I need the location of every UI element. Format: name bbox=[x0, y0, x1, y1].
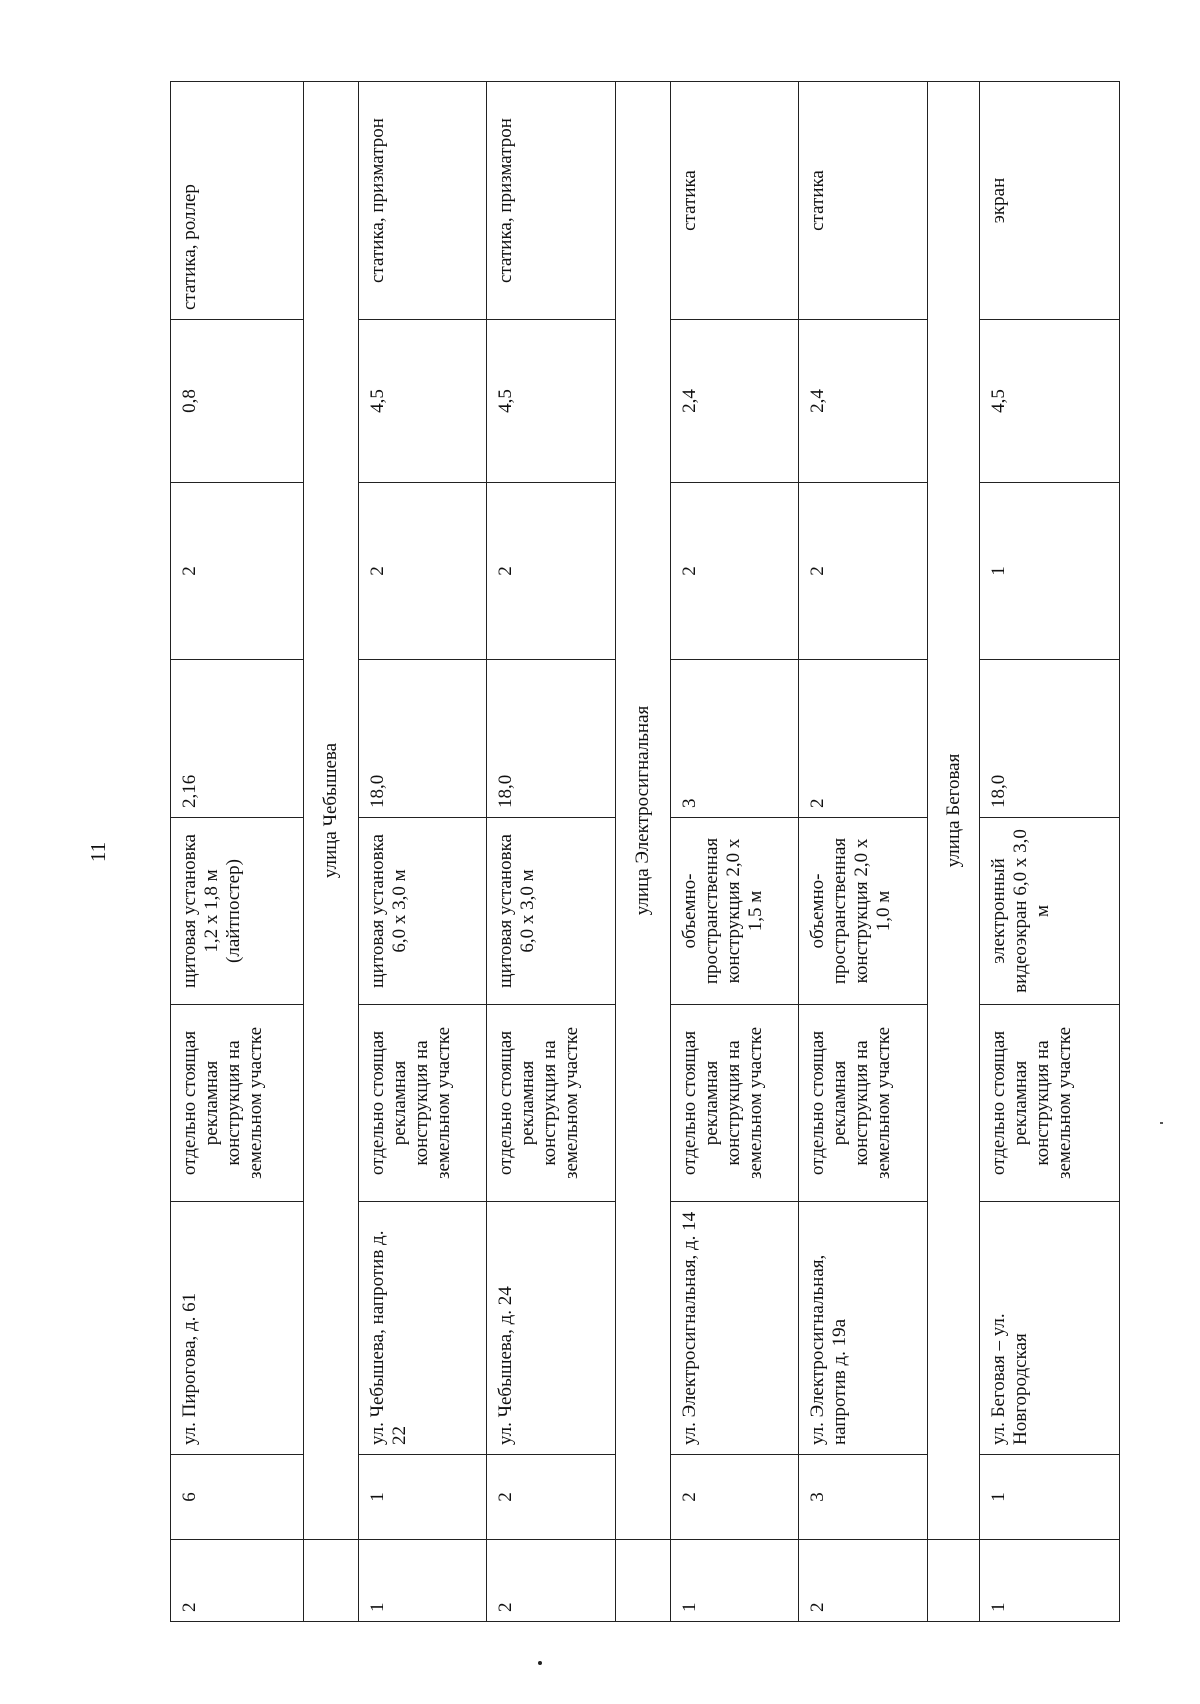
section-row bbox=[304, 82, 359, 1622]
table-row bbox=[358, 82, 487, 1622]
address-cell: ул. Беговая – ул. Новгородская bbox=[980, 1202, 1120, 1455]
address-cell: ул. Чебышева, напротив д. 22 bbox=[358, 1202, 487, 1455]
row-index-cell: 2 bbox=[171, 1540, 304, 1622]
area-cell: 18,0 bbox=[358, 660, 487, 818]
address-cell: ул. Чебышева, д. 24 bbox=[487, 1202, 616, 1455]
construction-cell: объемно-пространственная конструкция 2,0 х 1,0 м bbox=[799, 818, 928, 1005]
structure-type-cell: отдельно стоящая рекламная конструкция на земельном участке bbox=[980, 1005, 1120, 1202]
section-title: улица Чебышева bbox=[304, 82, 359, 1540]
scan-speck bbox=[1160, 1122, 1163, 1124]
structure-type-cell: отдельно стоящая рекламная конструкция на земельном участке bbox=[670, 1005, 799, 1202]
address-cell: ул. Электросигнальная, напротив д. 19а bbox=[799, 1202, 928, 1455]
technology-cell: экран bbox=[980, 82, 1120, 320]
table-row bbox=[670, 82, 799, 1622]
value-cell: 4,5 bbox=[358, 320, 487, 483]
section-row bbox=[927, 82, 979, 1622]
row-index-cell: 1 bbox=[670, 1540, 799, 1622]
section-title: улица Электросигнальная bbox=[616, 82, 671, 1540]
structure-type-cell: отдельно стоящая рекламная конструкция на земельном участке bbox=[487, 1005, 616, 1202]
value-cell: 0,8 bbox=[171, 320, 304, 483]
row-index-cell: 2 bbox=[799, 1540, 928, 1622]
table-row bbox=[799, 82, 928, 1622]
sides-cell: 2 bbox=[799, 483, 928, 660]
technology-cell: статика bbox=[799, 82, 928, 320]
value-cell: 4,5 bbox=[487, 320, 616, 483]
row-index-cell: 1 bbox=[980, 1540, 1120, 1622]
construction-cell: щитовая установка 6,0 х 3,0 м bbox=[358, 818, 487, 1005]
value-cell: 2,4 bbox=[670, 320, 799, 483]
row-index-cell: 2 bbox=[487, 1540, 616, 1622]
placement-number-cell: 6 bbox=[171, 1455, 304, 1540]
table-row bbox=[487, 82, 616, 1622]
row-index-cell: 1 bbox=[358, 1540, 487, 1622]
value-cell: 4,5 bbox=[980, 320, 1120, 483]
structure-type-cell: отдельно стоящая рекламная конструкция на земельном участке bbox=[358, 1005, 487, 1202]
structure-type-cell: отдельно стоящая рекламная конструкция на земельном участке bbox=[799, 1005, 928, 1202]
value-cell: 2,4 bbox=[799, 320, 928, 483]
placement-number-cell: 1 bbox=[980, 1455, 1120, 1540]
section-spacer bbox=[927, 1540, 979, 1622]
area-cell: 18,0 bbox=[487, 660, 616, 818]
scan-speck bbox=[538, 1661, 542, 1665]
address-cell: ул. Электросигнальная, д. 14 bbox=[670, 1202, 799, 1455]
construction-cell: щитовая установка 1,2 х 1,8 м (лайтпостер) bbox=[171, 818, 304, 1005]
page-number: 11 bbox=[86, 841, 110, 863]
construction-cell: электронный видеоэкран 6,0 х 3,0 м bbox=[980, 818, 1120, 1005]
section-spacer bbox=[616, 1540, 671, 1622]
placement-number-cell: 2 bbox=[670, 1455, 799, 1540]
placement-number-cell: 2 bbox=[487, 1455, 616, 1540]
construction-cell: щитовая установка 6,0 х 3,0 м bbox=[487, 818, 616, 1005]
area-cell: 3 bbox=[670, 660, 799, 818]
sides-cell: 2 bbox=[670, 483, 799, 660]
section-row bbox=[616, 82, 671, 1622]
construction-cell: объемно-пространственная конструкция 2,0 х 1,5 м bbox=[670, 818, 799, 1005]
technology-cell: статика, призматрон bbox=[487, 82, 616, 320]
section-title: улица Беговая bbox=[927, 82, 979, 1540]
technology-cell: статика, призматрон bbox=[358, 82, 487, 320]
structure-type-cell: отдельно стоящая рекламная конструкция на земельном участке bbox=[171, 1005, 304, 1202]
table-row bbox=[980, 82, 1120, 1622]
advertising-structures-table bbox=[170, 81, 1120, 1622]
section-spacer bbox=[304, 1540, 359, 1622]
sides-cell: 2 bbox=[487, 483, 616, 660]
placement-number-cell: 1 bbox=[358, 1455, 487, 1540]
placement-number-cell: 3 bbox=[799, 1455, 928, 1540]
table-row bbox=[171, 82, 304, 1622]
sides-cell: 2 bbox=[171, 483, 304, 660]
area-cell: 2 bbox=[799, 660, 928, 818]
address-cell: ул. Пирогова, д. 61 bbox=[171, 1202, 304, 1455]
technology-cell: статика, роллер bbox=[171, 82, 304, 320]
sides-cell: 1 bbox=[980, 483, 1120, 660]
area-cell: 2,16 bbox=[171, 660, 304, 818]
technology-cell: статика bbox=[670, 82, 799, 320]
table-frame bbox=[170, 82, 1120, 1622]
area-cell: 18,0 bbox=[980, 660, 1120, 818]
table-rotated-container bbox=[170, 82, 1120, 1622]
sides-cell: 2 bbox=[358, 483, 487, 660]
